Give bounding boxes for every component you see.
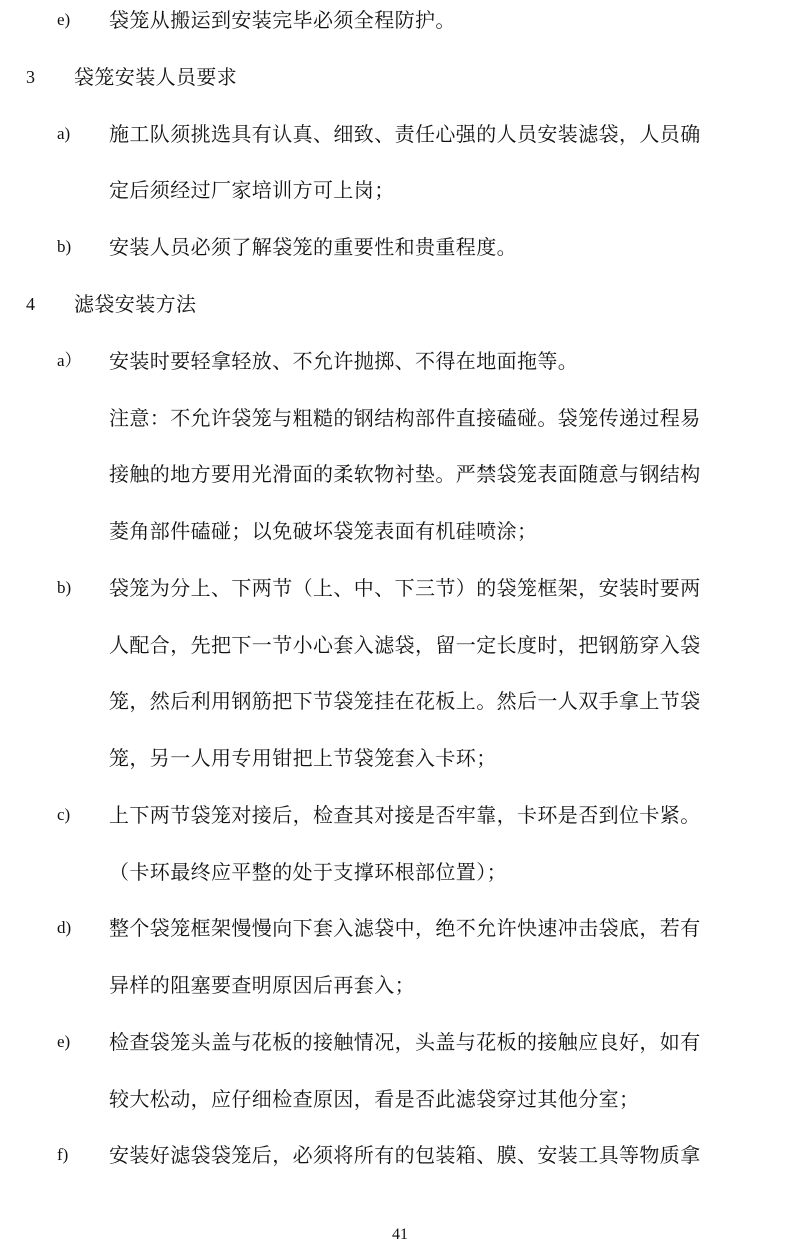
list-item-text: 袋笼为分上、下两节（上、中、下三节）的袋笼框架，安装时要两 bbox=[109, 576, 701, 600]
list-item-text: 定后须经过厂家培训方可上岗； bbox=[109, 178, 395, 202]
list-marker: b) bbox=[57, 237, 72, 256]
list-marker: f) bbox=[57, 1145, 69, 1164]
list-item-text: 上下两节袋笼对接后，检查其对接是否牢靠，卡环是否到位卡紧。 bbox=[109, 803, 701, 827]
list-item-text: 袋笼从搬运到安装完毕必须全程防护。 bbox=[109, 8, 456, 32]
list-item-text: 较大松动，应仔细检查原因，看是否此滤袋穿过其他分室； bbox=[109, 1087, 640, 1111]
list-marker: c) bbox=[57, 805, 71, 824]
page-number: 41 bbox=[392, 1226, 408, 1243]
note-text: 接触的地方要用光滑面的柔软物衬垫。严禁袋笼表面随意与钢结构 bbox=[109, 462, 701, 486]
list-marker: a) bbox=[57, 124, 71, 143]
section-number: 4 bbox=[26, 294, 35, 314]
list-marker: e) bbox=[57, 1032, 71, 1051]
list-item-text: 检查袋笼头盖与花板的接触情况，头盖与花板的接触应良好，如有 bbox=[109, 1030, 701, 1054]
list-marker: a） bbox=[57, 351, 82, 370]
list-item-text: 笼，然后利用钢筋把下节袋笼挂在花板上。然后一人双手拿上节袋 bbox=[109, 689, 701, 713]
list-item-text: 安装人员必须了解袋笼的重要性和贵重程度。 bbox=[109, 235, 517, 259]
list-item-text: 人配合，先把下一节小心套入滤袋，留一定长度时，把钢筋穿入袋 bbox=[109, 633, 701, 657]
note-text: 菱角部件磕碰；以免破坏袋笼表面有机硅喷涂； bbox=[109, 519, 538, 543]
list-item-text: 整个袋笼框架慢慢向下套入滤袋中，绝不允许快速冲击袋底，若有 bbox=[109, 916, 701, 940]
list-item-text: 施工队须挑选具有认真、细致、责任心强的人员安装滤袋，人员确 bbox=[109, 122, 701, 146]
list-marker: b) bbox=[57, 578, 72, 597]
list-item-text: 安装时要轻拿轻放、不允许抛掷、不得在地面拖等。 bbox=[109, 349, 579, 373]
list-marker: d) bbox=[57, 918, 72, 937]
list-marker: e) bbox=[57, 10, 71, 29]
list-item-text: （卡环最终应平整的处于支撑环根部位置）； bbox=[109, 860, 507, 884]
section-title: 滤袋安装方法 bbox=[74, 292, 197, 316]
note-text: 注意：不允许袋笼与粗糙的钢结构部件直接磕碰。袋笼传递过程易 bbox=[109, 406, 701, 430]
list-item-text: 笼，另一人用专用钳把上节袋笼套入卡环； bbox=[109, 746, 497, 770]
section-number: 3 bbox=[26, 67, 35, 87]
list-item-text: 异样的阻塞要查明原因后再套入； bbox=[109, 973, 415, 997]
list-item-text: 安装好滤袋袋笼后，必须将所有的包装箱、膜、安装工具等物质拿 bbox=[109, 1143, 701, 1167]
section-title: 袋笼安装人员要求 bbox=[74, 65, 238, 89]
